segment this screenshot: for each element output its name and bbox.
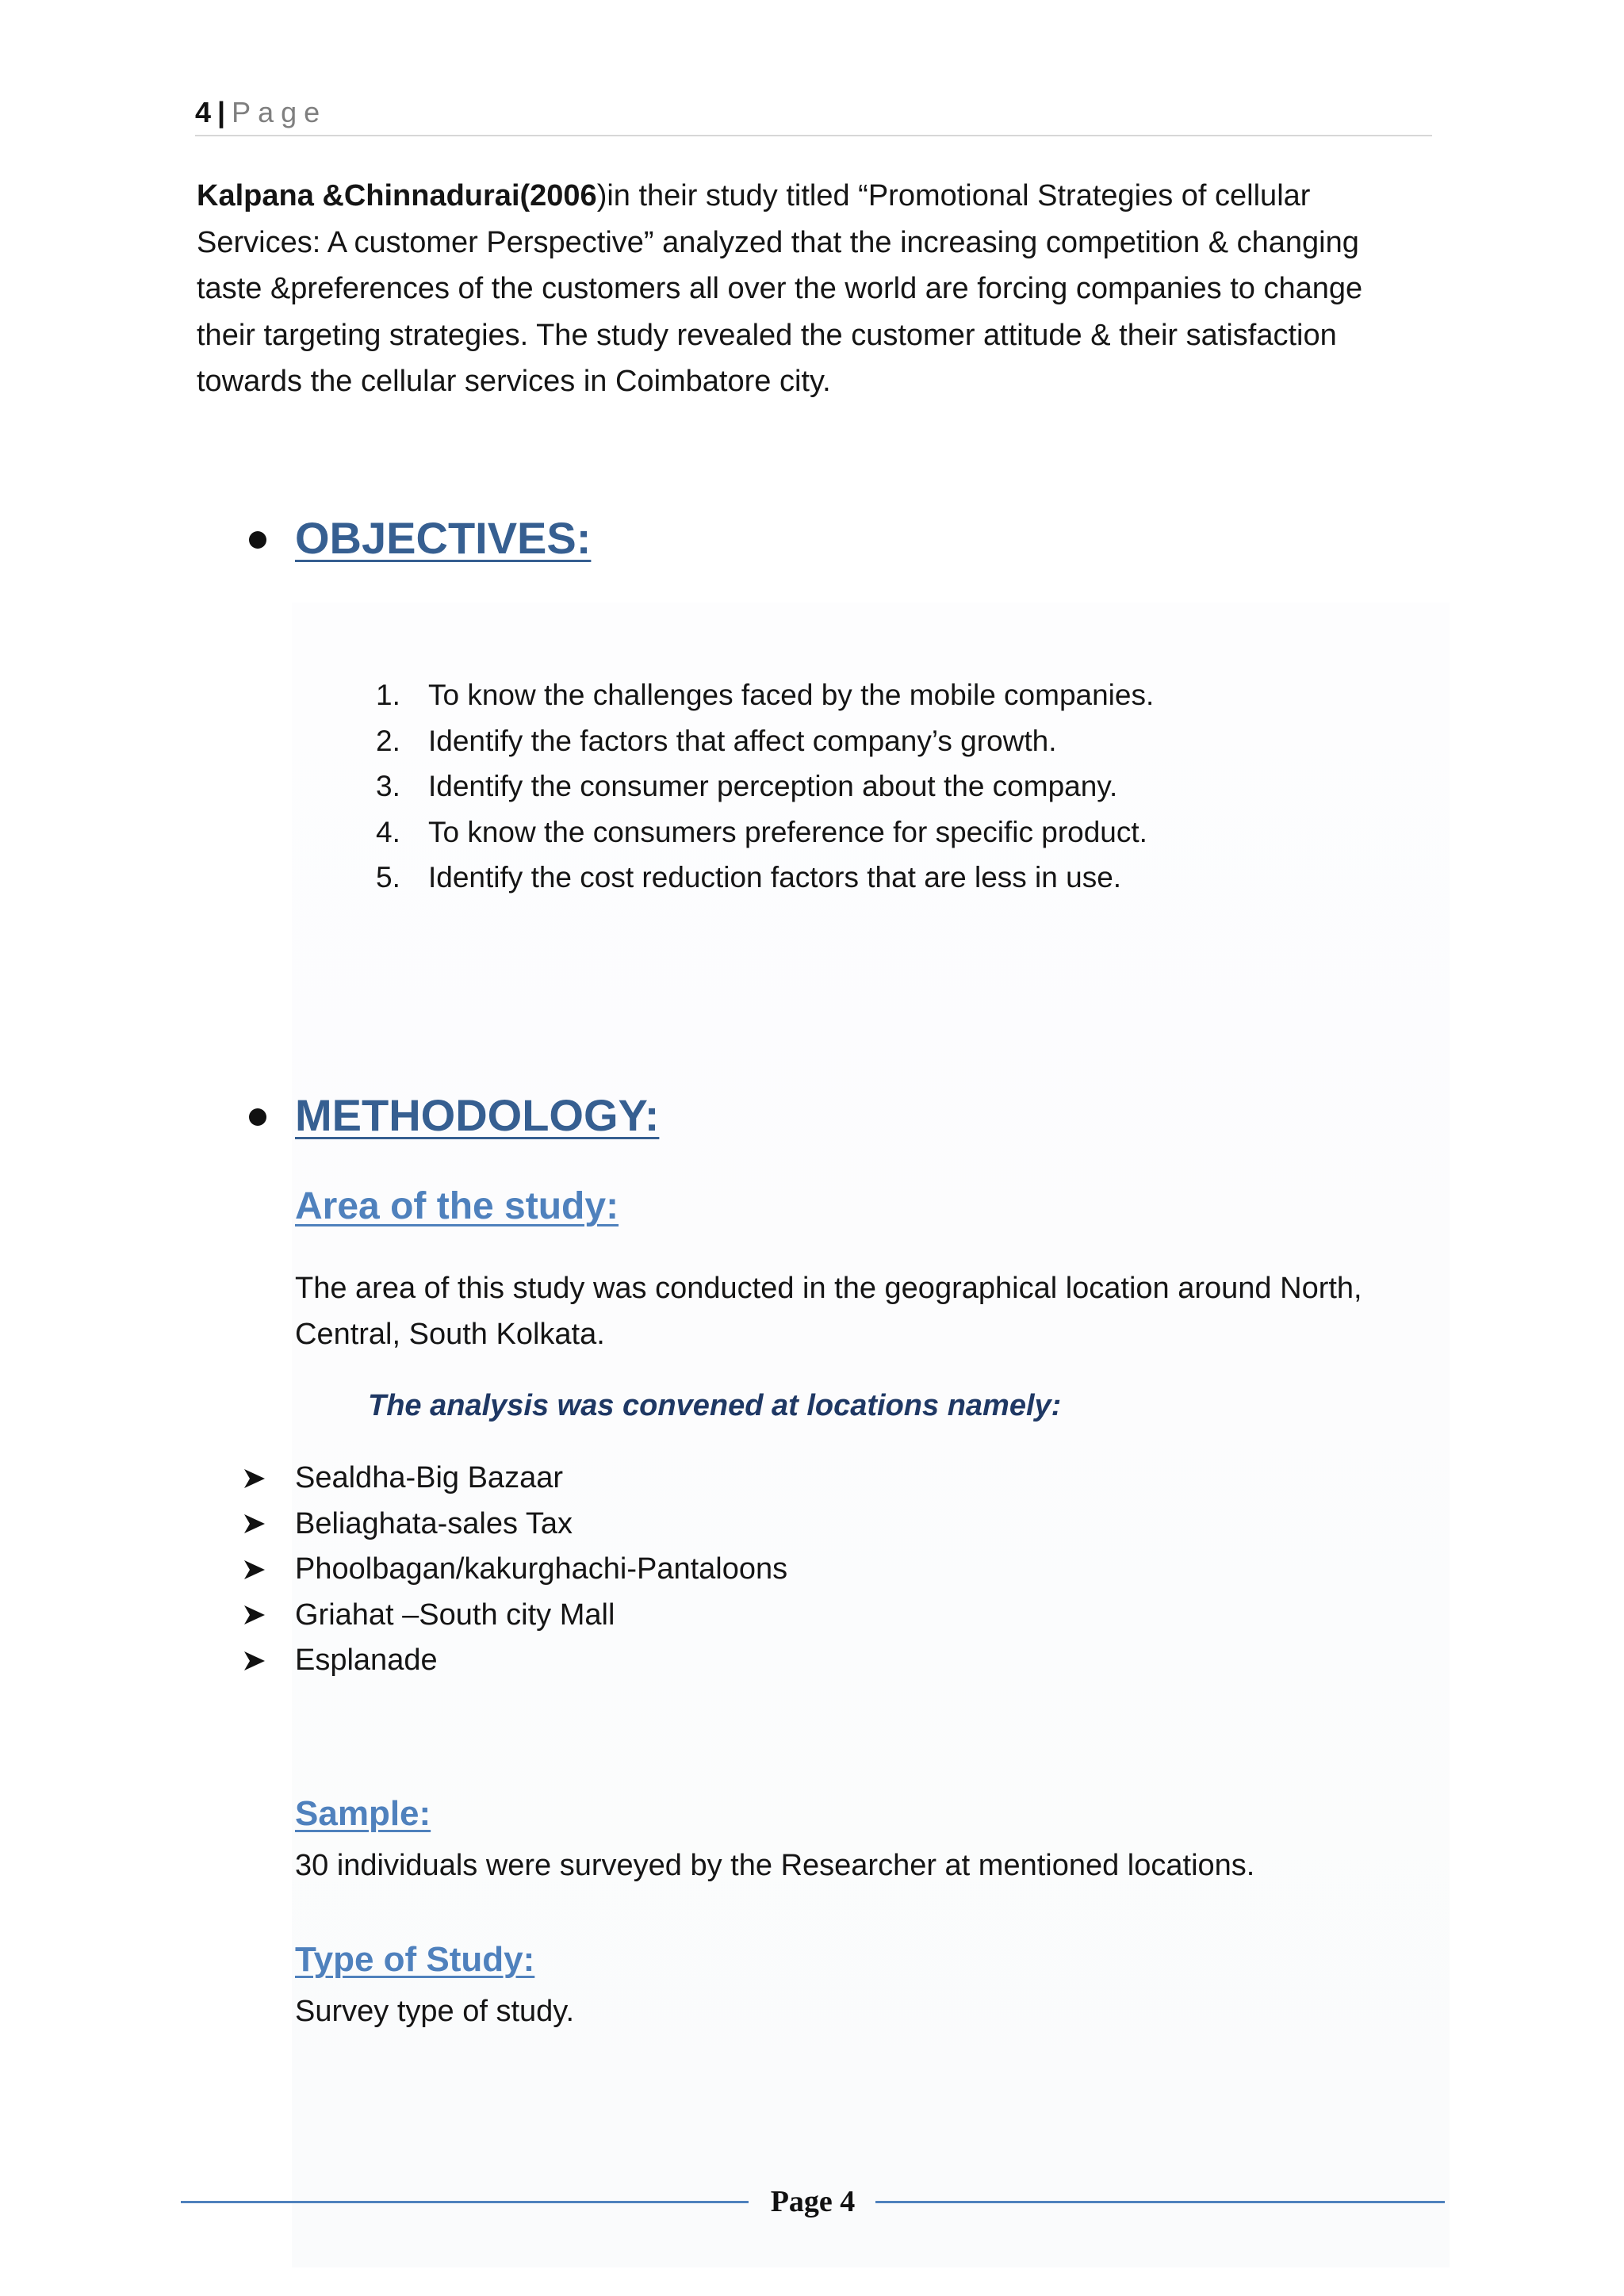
footer-rule-right [875,2201,1445,2203]
header-separator: | [217,96,226,128]
locations-note: The analysis was convened at locations namely: [368,1389,1062,1422]
list-item: Esplanade [243,1638,787,1684]
sample-heading: Sample: [295,1794,431,1833]
type-of-study-heading: Type of Study: [295,1940,535,1979]
header-page-number: 4 [195,96,212,128]
arrow-bullet-icon [243,1467,295,1490]
locations-list [243,1456,787,1684]
intro-authors: Kalpana &Chinnadurai(2006 [197,179,597,212]
header-page-word: Page [232,96,327,128]
arrow-bullet-icon [243,1512,295,1536]
list-item: 5. Identify the cost reduction factors that are less in use. [376,861,1122,894]
list-item: 2. Identify the factors that affect company’s growth. [376,724,1057,757]
objectives-heading: OBJECTIVES: [295,513,592,563]
sample-text: 30 individuals were surveyed by the Researcher at mentioned locations. [295,1849,1255,1882]
arrow-bullet-icon [243,1558,295,1582]
page-header [195,94,1432,136]
area-of-study-heading: Area of the study: [295,1185,619,1227]
intro-paragraph [197,173,1402,405]
bullet-dot [249,531,266,549]
list-item: 3. Identify the consumer perception about the company. [376,770,1118,802]
bullet-dot [249,1108,266,1126]
type-of-study-text: Survey type of study. [295,1995,575,2028]
footer-page-label: Page 4 [770,2185,856,2218]
list-item: 4. To know the consumers preference for specific product. [376,815,1147,848]
objectives-list [376,672,1327,901]
area-of-study-text: The area of this study was conducted in the geographical location around North, Central, South Kolkata. [295,1272,1362,1351]
list-item: Sealdha-Big Bazaar [243,1456,787,1502]
methodology-heading: METHODOLOGY: [295,1090,660,1140]
arrow-bullet-icon [243,1603,295,1627]
list-item: Phoolbagan/kakurghachi-Pantaloons [243,1547,787,1593]
arrow-bullet-icon [243,1649,295,1673]
list-item: 1. To know the challenges faced by the mobile companies. [376,679,1155,711]
list-item: Beliaghata-sales Tax [243,1502,787,1548]
page-footer [181,2179,1445,2226]
list-item: Griahat –South city Mall [243,1593,787,1639]
intro-text: )in their study titled “Promotional Strategies of cellular Services: A customer Perspective” analyzed that the increasing competition & changing taste &preferences of the customers all over the world are forcing companies to change their targeting strategies. The study revealed the customer attitude & their satisfaction towards the cellular services in Coimbatore city. [197,179,1363,398]
